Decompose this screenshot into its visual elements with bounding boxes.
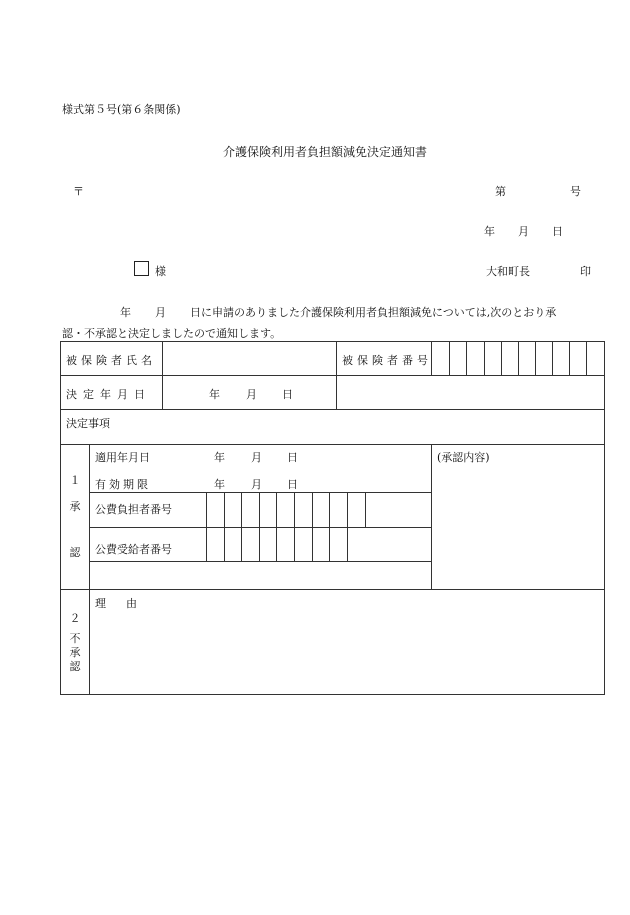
intro-nen: 年 bbox=[120, 306, 131, 319]
decision-date-tsuki: 月 bbox=[246, 388, 257, 401]
disapproval-char-2: 承 bbox=[69, 646, 81, 659]
form-reference: 様式第５号(第６条関係) bbox=[62, 103, 181, 116]
payer-number-label: 公費負担者番号 bbox=[95, 503, 172, 516]
issue-date-tsuki: 月 bbox=[518, 225, 529, 238]
decision-date-hi: 日 bbox=[282, 388, 293, 401]
issuer-name: 大和町長 bbox=[486, 265, 530, 278]
apply-date-nen: 年 bbox=[214, 451, 225, 464]
postal-mark: 〒 bbox=[73, 185, 84, 198]
issue-date-hi: 日 bbox=[552, 225, 563, 238]
apply-date-tsuki: 月 bbox=[251, 451, 262, 464]
approval-content-label: (承認内容) bbox=[437, 451, 490, 464]
doc-number-go: 号 bbox=[570, 185, 581, 198]
doc-number-dai: 第 bbox=[495, 185, 506, 198]
document-title: 介護保険利用者負担額減免決定通知書 bbox=[223, 145, 428, 159]
disapproval-char-3: 認 bbox=[69, 660, 81, 673]
decision-date-label: 決定年月日 bbox=[66, 388, 151, 401]
insured-name-label: 被保険者氏名 bbox=[66, 354, 156, 367]
apply-date-hi: 日 bbox=[287, 451, 298, 464]
intro-tsuki: 月 bbox=[155, 306, 166, 319]
recipient-checkbox[interactable] bbox=[134, 261, 149, 276]
reason-label: 理由 bbox=[95, 597, 157, 610]
insured-number-label: 被保険者番号 bbox=[342, 354, 432, 367]
disapproval-char-1: 不 bbox=[69, 632, 81, 645]
recipient-suffix: 様 bbox=[155, 265, 166, 278]
insured-name-field[interactable] bbox=[164, 342, 335, 374]
disapproval-number: ２ bbox=[69, 612, 81, 625]
valid-period-label: 有効期限 bbox=[95, 478, 151, 491]
valid-period-nen: 年 bbox=[214, 478, 225, 491]
decision-date-nen: 年 bbox=[209, 388, 220, 401]
valid-period-tsuki: 月 bbox=[251, 478, 262, 491]
intro-line-2: 認・不承認と決定しましたので通知します。 bbox=[62, 327, 282, 340]
decision-items-label: 決定事項 bbox=[66, 417, 110, 430]
apply-date-label: 適用年月日 bbox=[95, 451, 150, 464]
approval-char-1: 承 bbox=[69, 500, 81, 513]
approval-number: １ bbox=[69, 474, 81, 487]
issue-date-nen: 年 bbox=[484, 225, 495, 238]
recipient-number-label: 公費受給者番号 bbox=[95, 543, 172, 556]
issuer-seal: 印 bbox=[580, 265, 591, 278]
valid-period-hi: 日 bbox=[287, 478, 298, 491]
intro-line-1: 日に申請のありました介護保険利用者負担額減免については,次のとおり承 bbox=[190, 306, 557, 319]
approval-char-2: 認 bbox=[69, 546, 81, 559]
